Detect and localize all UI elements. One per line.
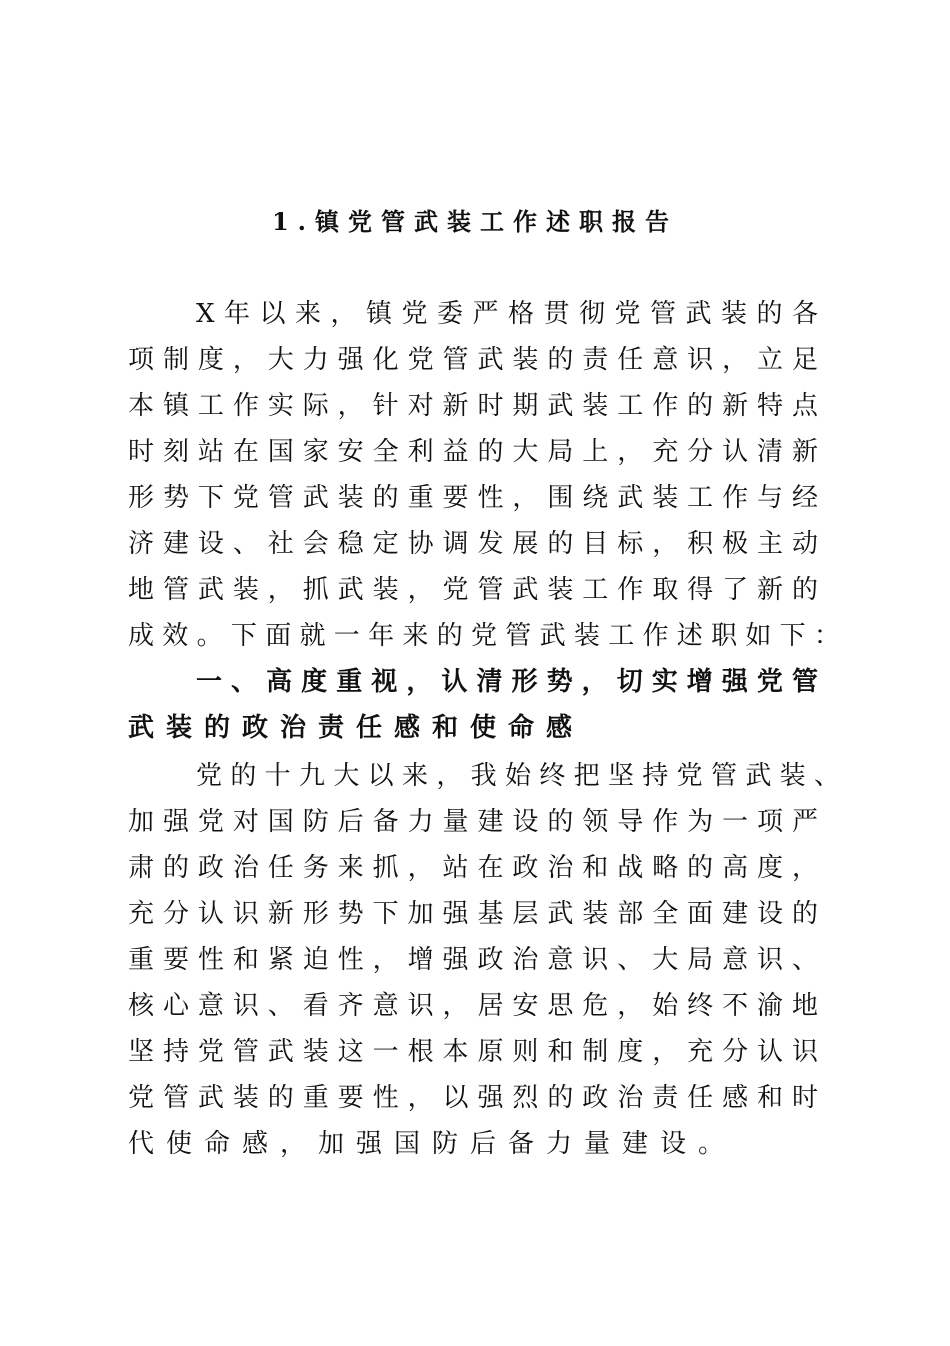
paragraph-line: 代使命感，加强国防后备力量建设。 (128, 1129, 737, 1159)
document-title: 1.镇党管武装工作述职报告 (271, 207, 679, 236)
paragraph-line: 重要性和紧迫性，增强政治意识、大局意识、 (128, 945, 818, 975)
paragraph-line: 党管武装的重要性，以强烈的政治责任感和时 (128, 1083, 818, 1113)
paragraph-line: 项制度，大力强化党管武装的责任意识，立足 (128, 345, 818, 375)
paragraph-line: 济建设、社会稳定协调发展的目标，积极主动 (128, 529, 818, 559)
paragraph-line: 本镇工作实际，针对新时期武装工作的新特点 (128, 391, 818, 421)
paragraph-line: X年以来，镇党委严格贯彻党管武装的各 (196, 299, 818, 329)
section-heading-line: 武装的政治责任感和使命感 (128, 713, 585, 743)
paragraph-line: 形势下党管武装的重要性，围绕武装工作与经 (128, 483, 818, 513)
paragraph-line: 坚持党管武装这一根本原则和制度，充分认识 (128, 1037, 818, 1067)
paragraph-line: 肃的政治任务来抓，站在政治和战略的高度， (128, 853, 818, 883)
paragraph-line: 时刻站在国家安全利益的大局上，充分认清新 (128, 437, 818, 467)
paragraph-line: 充分认识新形势下加强基层武装部全面建设的 (128, 899, 818, 929)
paragraph-line: 成效。下面就一年来的党管武装工作述职如下： (128, 621, 840, 651)
section-heading-line: 一、高度重视，认清形势，切实增强党管 (196, 667, 818, 697)
paragraph-line: 加强党对国防后备力量建设的领导作为一项严 (128, 807, 818, 837)
paragraph-line: 核心意识、看齐意识，居安思危，始终不渝地 (128, 991, 818, 1021)
paragraph-line: 地管武装，抓武装，党管武装工作取得了新的 (128, 575, 818, 605)
paragraph-line: 党的十九大以来，我始终把坚持党管武装、 (196, 761, 840, 791)
